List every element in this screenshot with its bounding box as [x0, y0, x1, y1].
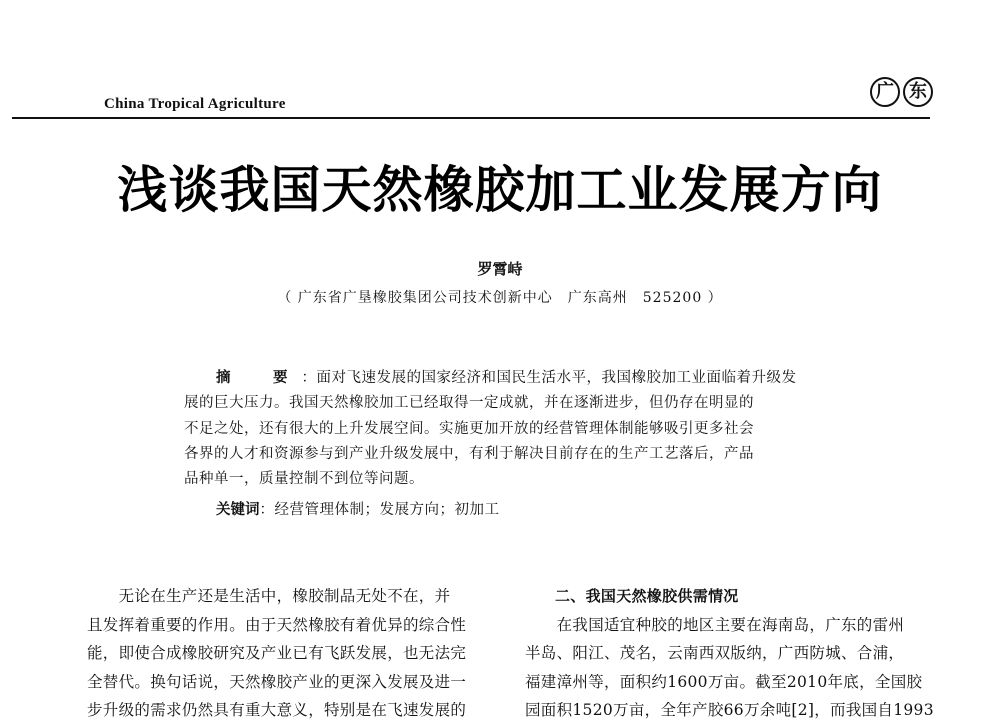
- abstract-line: 展的巨大压力。我国天然橡胶加工已经取得一定成就，并在逐渐进步，但仍存在明显的: [184, 395, 754, 412]
- body-line: 园面积1520万亩，全年产胶66万余吨[2]，而我国自1993: [525, 701, 934, 719]
- abstract-line: 品种单一，质量控制不到位等问题。: [184, 471, 424, 488]
- article-title: 浅谈我国天然橡胶加工业发展方向: [117, 161, 883, 219]
- section-heading: 二、我国天然橡胶供需情况: [555, 587, 739, 605]
- body-line: 无论在生产还是生活中，橡胶制品无处不在，并: [87, 587, 451, 605]
- body-line: 半岛、阳江、茂名，云南西双版纳，广西防城、合浦，: [525, 644, 905, 662]
- body-left-column: [87, 582, 492, 725]
- author-affiliation: （ 广东省广垦橡胶集团公司技术创新中心 广东高州 525200 ）: [277, 290, 723, 306]
- body-line: 在我国适宜种胶的地区主要在海南岛，广东的雷州: [525, 615, 905, 634]
- header-rule: [12, 117, 930, 119]
- abstract-label: 摘 要: [216, 370, 302, 386]
- keywords-label: 关键词: [216, 502, 260, 518]
- body-line: 步升级的需求仍然具有重大意义，特别是在飞速发展的: [87, 701, 467, 719]
- abstract-line: [184, 366, 832, 391]
- body-line: 能，即使合成橡胶研究及产业已有飞跃发展，也无法完: [87, 644, 467, 662]
- body-line: 全替代。换句话说，天然橡胶产业的更深入发展及进一: [87, 672, 467, 691]
- province-seal-char-2: 东: [903, 77, 933, 107]
- author-name: 罗霄峙: [477, 260, 523, 278]
- province-seal-char-1: 广: [870, 77, 900, 107]
- body-right-column: [525, 582, 945, 725]
- journal-name: China Tropical Agriculture: [104, 96, 286, 112]
- abstract-line: 各界的人才和资源参与到产业升级发展中，有利于解决目前存在的生产工艺落后，产品: [184, 445, 754, 462]
- keywords: [216, 498, 500, 519]
- abstract-text: ：面对飞速发展的国家经济和国民生活水平，我国橡胶加工业面临着升级发: [301, 370, 797, 386]
- abstract-line: 不足之处，还有很大的上升发展空间。实施更加开放的经营管理体制能够吸引更多社会: [184, 420, 754, 437]
- body-line: 福建漳州等，面积约1600万亩。截至2010年底，全国胶: [525, 672, 923, 691]
- keywords-text: ：经营管理体制；发展方向；初加工: [259, 502, 500, 518]
- abstract: [184, 366, 832, 492]
- body-line: 且发挥着重要的作用。由于天然橡胶有着优异的综合性: [87, 615, 467, 634]
